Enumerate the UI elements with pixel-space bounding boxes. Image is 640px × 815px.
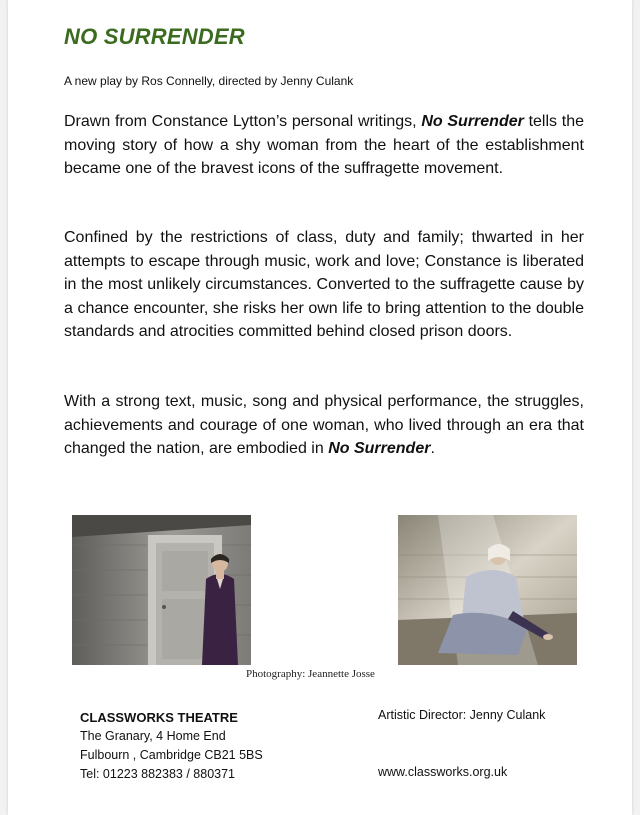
- address-line-1: The Granary, 4 Home End: [80, 729, 226, 743]
- photo-woman-on-floor-image: [398, 515, 577, 665]
- photo-woman-by-door: [72, 515, 251, 665]
- subtitle: A new play by Ros Connelly, directed by Jenny Culank: [64, 74, 354, 88]
- contact-block: [80, 708, 263, 784]
- paragraph-performance-text-a: With a strong text, music, song and physical performance, the struggles, achievements and courage of one woman, who lived through an era that changed the nation, are embodied in: [64, 393, 584, 457]
- photo-woman-on-floor: [398, 515, 577, 665]
- page-title: NO SURRENDER: [64, 24, 245, 49]
- play-title-emphasis-2: No Surrender: [328, 440, 431, 457]
- document-page: [8, 0, 632, 815]
- paragraph-performance-text-b: .: [430, 440, 435, 457]
- address-line-2: Fulbourn , Cambridge CB21 5BS: [80, 748, 263, 762]
- paragraph-intro-text-b: tells the moving story of how a shy woman from the heart of the establishment became one of the bravest icons of the suffragette movement.: [64, 113, 584, 177]
- paragraph-performance: [64, 390, 584, 461]
- photo-woman-by-door-image: [72, 515, 251, 665]
- paragraph-story: Confined by the restrictions of class, duty and family; thwarted in her attempts to escape through music, work and love; Constance is liberated in the most unlikely circumstances. Converted to the suffragette cause by a chance encounter, she risks her own life to bring attention to the double standards and atrocities committed behind closed prison doors.: [64, 229, 584, 340]
- organization-name: CLASSWORKS THEATRE: [80, 710, 238, 725]
- website-link[interactable]: www.classworks.org.uk: [378, 765, 508, 779]
- paragraph-intro-text-a: Drawn from Constance Lytton’s personal writings,: [64, 113, 422, 130]
- artistic-director: Artistic Director: Jenny Culank: [378, 708, 546, 722]
- telephone: Tel: 01223 882383 / 880371: [80, 767, 235, 781]
- play-title-emphasis: No Surrender: [421, 113, 524, 130]
- paragraph-intro: [64, 110, 584, 181]
- photo-credit: Photography: Jeannette Josse: [246, 668, 375, 680]
